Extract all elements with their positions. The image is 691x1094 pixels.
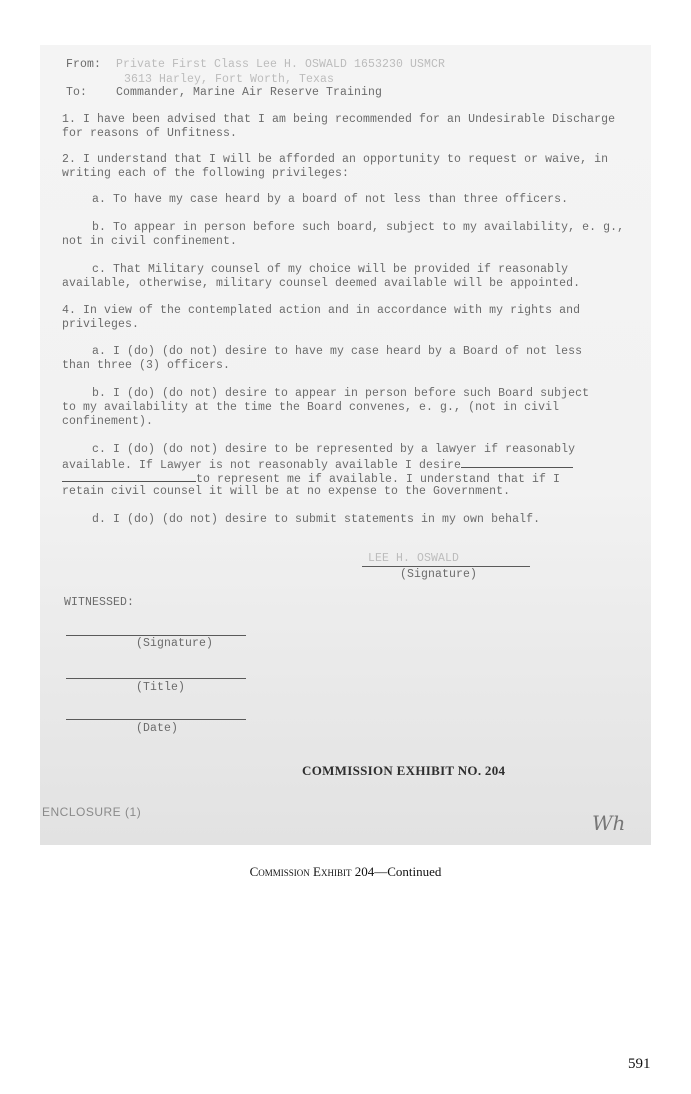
item-4c-line-4: retain civil counsel it will be at no expense to the Government. [62, 485, 511, 498]
signed-name: LEE H. OSWALD [368, 552, 460, 565]
item-2c-line-1: c. That Military counsel of my choice will be provided if reasonably [92, 263, 569, 276]
item-4a-line-1: a. I (do) (do not) desire to have my case heard by a Board of not less [92, 345, 583, 358]
item-4c-line-2-text: available. If Lawyer is not reasonably available I desire [62, 459, 462, 472]
para-4-line-1: 4. In view of the contemplated action and in accordance with my rights and [62, 304, 581, 317]
witness-signature-label: (Signature) [136, 637, 214, 650]
caption-word-commission: Commission [249, 864, 310, 879]
to-label: To: [66, 86, 88, 99]
lawyer-name-blank [461, 457, 573, 468]
item-4b-line-1: b. I (do) (do not) desire to appear in person before such Board subject [92, 387, 590, 400]
item-4b-line-2: to my availability at the time the Board convenes, e. g., (not in civil [62, 401, 560, 414]
item-2c-line-2: available, otherwise, military counsel deemed available will be appointed. [62, 277, 581, 290]
item-4b-line-3: confinement). [62, 415, 154, 428]
enclosure-mark: ENCLOSURE (1) [42, 805, 142, 819]
caption-word-exhibit: Exhibit [313, 864, 352, 879]
witness-signature-line [66, 635, 246, 636]
witnessed-label: WITNESSED: [64, 596, 135, 609]
item-2b-line-1: b. To appear in person before such board, subject to my availability, e. g., [92, 221, 625, 234]
handwritten-initials: Wh [592, 811, 626, 835]
para-2-line-2: writing each of the following privileges: [62, 167, 350, 180]
para-1-line-2: for reasons of Unfitness. [62, 127, 238, 140]
from-line-2: 3613 Harley, Fort Worth, Texas [124, 73, 335, 86]
item-4c-line-3-text: to represent me if available. I understand that if I [196, 473, 561, 486]
caption-rest: 204—Continued [354, 864, 442, 879]
para-1-line-1: 1. I have been advised that I am being recommended for an Undesirable Discharge [62, 113, 616, 126]
item-2a: a. To have my case heard by a board of not less than three officers. [92, 193, 569, 206]
para-2-line-1: 2. I understand that I will be afforded an opportunity to request or waive, in [62, 153, 609, 166]
from-line-1: Private First Class Lee H. OSWALD 1653230 USMCR [116, 58, 446, 71]
to-text: Commander, Marine Air Reserve Training [116, 86, 383, 99]
signature-label: (Signature) [400, 568, 478, 581]
signature-line [362, 566, 530, 567]
exhibit-document [40, 45, 651, 845]
page-caption [0, 864, 691, 880]
witness-title-label: (Title) [136, 681, 186, 694]
item-4a-line-2: than three (3) officers. [62, 359, 231, 372]
from-label: From: [66, 58, 102, 71]
lawyer-name-blank-continued [62, 471, 196, 482]
item-4d: d. I (do) (do not) desire to submit statements in my own behalf. [92, 513, 541, 526]
para-4-line-2: privileges. [62, 318, 140, 331]
witness-date-line [66, 719, 246, 720]
witness-date-label: (Date) [136, 722, 179, 735]
item-4c-line-1: c. I (do) (do not) desire to be represented by a lawyer if reasonably [92, 443, 576, 456]
witness-title-line [66, 678, 246, 679]
page-number: 591 [628, 1056, 651, 1072]
item-2b-line-2: not in civil confinement. [62, 235, 238, 248]
exhibit-stamp: COMMISSION EXHIBIT NO. 204 [302, 763, 506, 778]
